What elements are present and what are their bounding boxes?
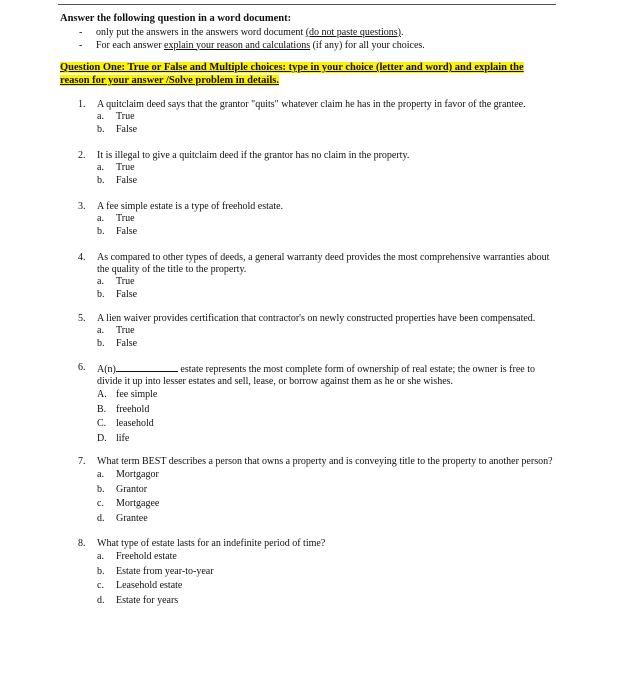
section-title-highlight: Question One: True or False and Multiple choices: type in your choice (letter and word) and explain the reason for your answer /Solve problem in details.: [60, 62, 524, 86]
option-letter: B.: [97, 403, 107, 415]
question-3: [60, 201, 560, 238]
question-text: It is illegal to give a quitclaim deed if the grantor has no claim in the property.: [97, 150, 410, 161]
option-letter: a.: [97, 469, 104, 480]
option-text: True: [116, 162, 135, 173]
option-letter: a.: [97, 325, 104, 336]
option-item: [97, 175, 560, 188]
option-item: [97, 417, 560, 432]
instruction-text: .: [400, 27, 404, 38]
options-list: [97, 162, 560, 187]
option-letter: A.: [97, 389, 107, 400]
option-text: True: [116, 213, 135, 224]
question-number: 6.: [78, 362, 86, 373]
option-item: [97, 483, 560, 498]
option-item: [97, 594, 560, 609]
option-letter: b.: [97, 225, 105, 237]
option-letter: D.: [97, 432, 107, 444]
question-number: 8.: [78, 538, 86, 549]
question-text-pre: A(n): [97, 364, 116, 375]
option-text: True: [116, 325, 135, 336]
option-letter: b.: [97, 123, 105, 135]
question-text: A lien waiver provides certification that contractor's on newly constructed properties have been compensated.: [97, 313, 536, 324]
option-item: [97, 276, 560, 289]
option-text: life: [116, 432, 130, 444]
instruction-underlined: explain your reason and calculations: [164, 39, 311, 51]
question-text: As compared to other types of deeds, a general warranty deed provides the most comprehensive warranties about the quality of the title to the property.: [97, 252, 550, 275]
option-item: [97, 338, 560, 351]
option-text: Estate for years: [116, 594, 179, 606]
question-number: 3.: [78, 201, 86, 212]
question-text-post: estate represents the most complete form of ownership of real estate; the owner is free to divide it up into lesser estates and sell, lease, or borrow against them as he or she wishes.: [97, 364, 535, 387]
option-letter: a.: [97, 213, 104, 224]
option-letter: b.: [97, 483, 105, 495]
options-list: [97, 111, 560, 136]
option-text: True: [116, 111, 135, 122]
question-number: 5.: [78, 313, 86, 324]
instructions-list: [60, 27, 560, 52]
option-letter: a.: [97, 162, 104, 173]
option-item: [97, 226, 560, 239]
option-text: Grantor: [116, 483, 148, 495]
options-list: [97, 468, 560, 526]
option-item: [97, 289, 560, 302]
question-number: 1.: [78, 99, 86, 110]
option-item: [97, 432, 560, 447]
option-text: Leasehold estate: [116, 580, 183, 591]
option-text: Freehold estate: [116, 551, 177, 562]
instruction-text: (if any) for all your choices.: [310, 39, 425, 51]
option-letter: c.: [97, 580, 104, 591]
bullet-dash: -: [79, 39, 83, 51]
option-letter: b.: [97, 337, 105, 349]
question-number: 4.: [78, 252, 86, 263]
questions-list: [60, 99, 560, 608]
options-list: [97, 325, 560, 350]
option-item: [97, 325, 560, 338]
question-text: A fee simple estate is a type of freehold estate.: [97, 201, 284, 212]
option-item: [97, 468, 560, 483]
option-item: [97, 550, 560, 565]
options-list: [97, 276, 560, 301]
option-text: Mortgagee: [116, 498, 160, 509]
option-item: [97, 388, 560, 403]
option-text: fee simple: [116, 389, 158, 400]
question-text: What term BEST describes a person that owns a property and is conveying title to the property to another person?: [97, 456, 553, 467]
question-text: A quitclaim deed says that the grantor "quits" whatever claim he has in the property in favor of the grantee.: [97, 99, 526, 110]
option-text: False: [116, 288, 138, 300]
option-letter: a.: [97, 551, 104, 562]
option-letter: a.: [97, 111, 104, 122]
bullet-dash: -: [79, 27, 83, 38]
option-text: Mortgagor: [116, 469, 159, 480]
option-letter: b.: [97, 174, 105, 186]
option-letter: b.: [97, 288, 105, 300]
option-text: False: [116, 337, 138, 349]
option-item: [97, 565, 560, 580]
option-letter: c.: [97, 498, 104, 509]
question-5: [60, 313, 560, 350]
question-7: [60, 456, 560, 526]
option-item: [97, 162, 560, 175]
instruction-text: only put the answers in the answers word document: [96, 27, 306, 38]
document-page: [60, 12, 560, 608]
option-item: [97, 497, 560, 512]
option-letter: b.: [97, 565, 105, 577]
option-item: [97, 111, 560, 124]
instruction-underlined: (do not paste questions): [305, 27, 401, 38]
options-list: [97, 388, 560, 446]
options-list: [97, 550, 560, 608]
question-8: [60, 538, 560, 608]
option-text: leasehold: [116, 418, 154, 429]
instruction-text: For each answer: [96, 39, 165, 51]
question-6: [60, 362, 560, 446]
option-item: [97, 124, 560, 137]
option-item: [97, 512, 560, 527]
instruction-bullet-1: [60, 27, 560, 40]
question-text: [97, 362, 560, 388]
option-text: freehold: [116, 403, 150, 415]
answer-blank: [116, 362, 178, 372]
option-letter: d.: [97, 512, 105, 524]
option-text: False: [116, 174, 138, 186]
option-text: Estate from year-to-year: [116, 565, 214, 577]
question-text: What type of estate lasts for an indefinite period of time?: [97, 538, 326, 549]
option-text: False: [116, 123, 138, 135]
question-2: [60, 150, 560, 187]
question-number: 7.: [78, 456, 86, 467]
question-4: [60, 252, 560, 301]
instruction-bullet-2: [60, 40, 560, 53]
option-item: [97, 403, 560, 418]
top-rule: [58, 4, 556, 5]
option-letter: C.: [97, 418, 107, 429]
option-item: [97, 213, 560, 226]
option-text: True: [116, 276, 135, 287]
question-1: [60, 99, 560, 136]
option-letter: d.: [97, 594, 105, 606]
instructions-title: Answer the following question in a word document:: [60, 13, 292, 24]
question-number: 2.: [78, 150, 86, 161]
section-title: [60, 62, 535, 87]
options-list: [97, 213, 560, 238]
option-text: False: [116, 225, 138, 237]
option-item: [97, 579, 560, 594]
option-letter: a.: [97, 276, 104, 287]
option-text: Grantee: [116, 512, 148, 524]
